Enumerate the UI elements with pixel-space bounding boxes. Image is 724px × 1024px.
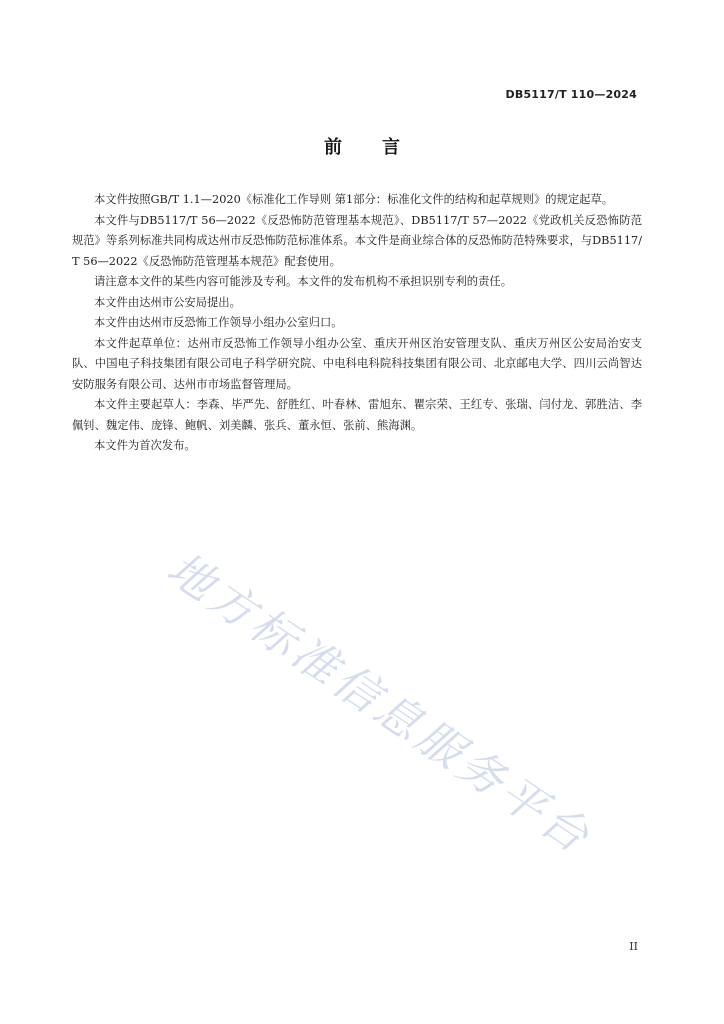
section-title: 前言	[324, 137, 440, 158]
paragraph-patent-notice: 请注意本文件的某些内容可能涉及专利。本文件的发布机构不承担识别专利的责任。	[94, 275, 512, 288]
paragraph-under-jurisdiction: 本文件由达州市反恐怖工作领导小组办公室归口。	[94, 316, 343, 329]
watermark: 地方标准信息服务平台	[157, 541, 602, 866]
page-number: II	[629, 940, 638, 953]
paragraph-standard-system: 本文件与DB5117/T 56—2022《反恐怖防范管理基本规范》、DB5117/T 57—2022《党政机关反恐怖防范规范》等系列标准共同构成达州市反恐怖防范标准体系。本文件是商业综合体的反恐怖防范特殊要求，与DB5117/T 56—2022《反恐怖防范管理基本规范》配套使用。	[72, 213, 642, 268]
paragraph-drafting-rules: 本文件按照GB/T 1.1—2020《标准化工作导则 第1部分：标准化文件的结构和起草规则》的规定起草。	[94, 193, 614, 206]
paragraph-proposed-by: 本文件由达州市公安局提出。	[94, 295, 241, 309]
paragraph-drafting-units: 本文件起草单位：达州市反恐怖工作领导小组办公室、重庆开州区治安管理支队、重庆万州区公安局治安支队、中国电子科技集团有限公司电子科学研究院、中电科电科院科技集团有限公司、北京邮电大学、四川云尚智达安防服务有限公司、达州市市场监督管理局。	[72, 336, 642, 391]
document-code: DB5117/T 110—2024	[505, 88, 637, 101]
paragraph-first-release: 本文件为首次发布。	[94, 439, 196, 452]
paragraph-drafters: 本文件主要起草人：李森、毕严先、舒胜红、叶春林、雷旭东、瞿宗荣、王红专、张瑞、闫付龙、郭胜洁、李佩钊、魏定伟、庞锋、鲍帆、刘美麟、张兵、董永恒、张前、熊海渊。	[72, 398, 642, 432]
foreword-body	[72, 190, 642, 457]
